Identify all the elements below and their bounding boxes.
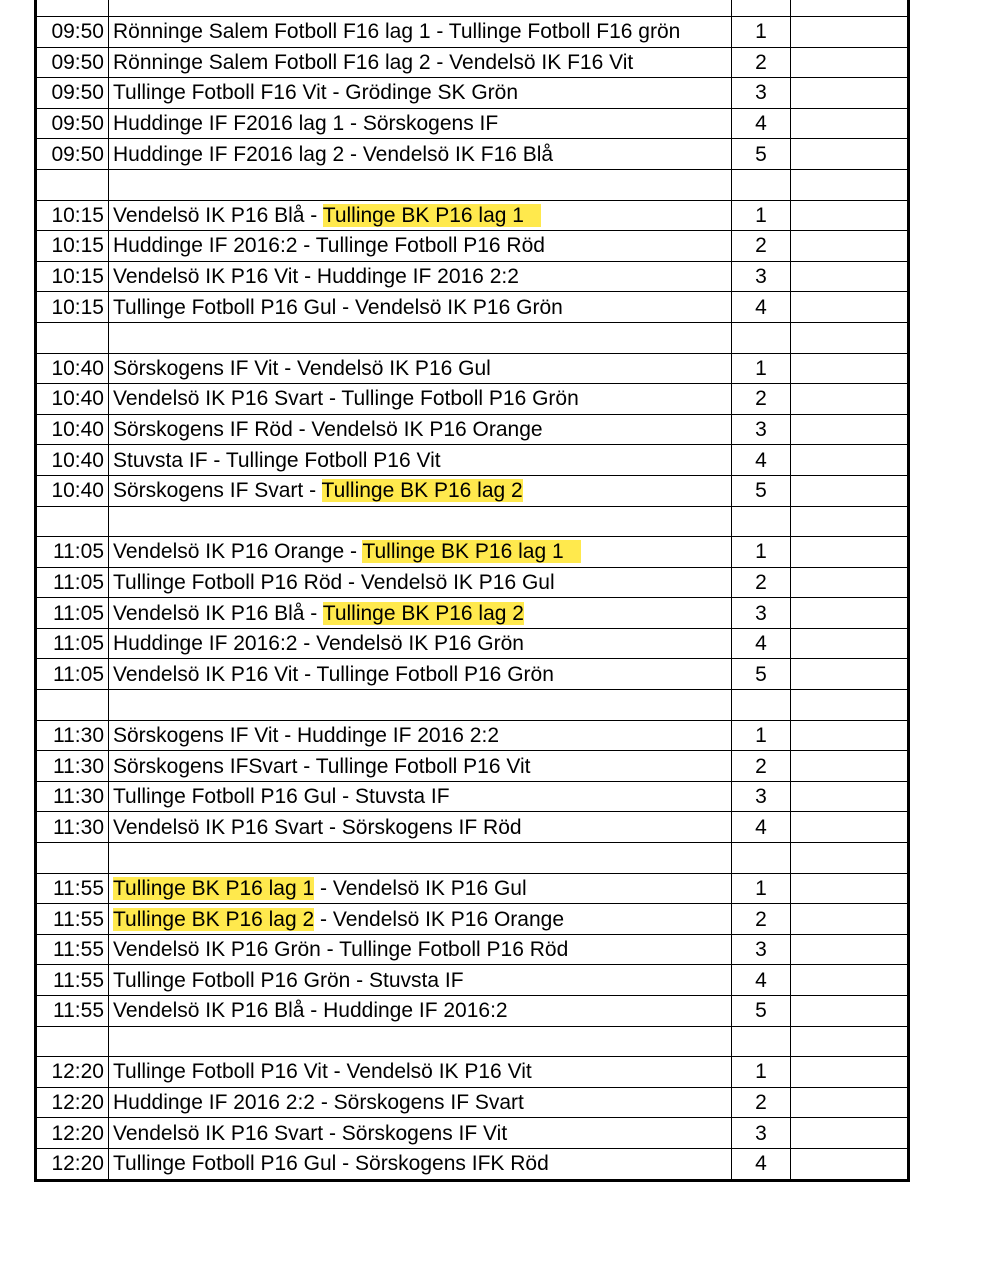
match-cell (109, 720, 732, 751)
spacer-row (36, 843, 909, 874)
match-cell (109, 231, 732, 262)
match-cell (109, 751, 732, 782)
field-number-cell: 5 (732, 659, 791, 690)
match-cell (109, 628, 732, 659)
match-text: Vendelsö IK P16 Orange - (113, 540, 363, 564)
time-cell: 10:40 (36, 445, 109, 476)
match-cell (109, 843, 732, 874)
match-cell (109, 996, 732, 1027)
empty-cell (791, 690, 909, 721)
match-text: Vendelsö IK P16 Svart - Sörskogens IF Röd (113, 815, 522, 839)
match-cell (109, 690, 732, 721)
empty-cell (791, 720, 909, 751)
field-number-cell: 1 (732, 720, 791, 751)
time-cell: 11:55 (36, 873, 109, 904)
spacer-row (36, 322, 909, 353)
empty-cell (791, 139, 909, 170)
time-cell (36, 169, 109, 200)
field-number-cell: 2 (732, 751, 791, 782)
empty-cell (791, 475, 909, 506)
time-cell: 11:05 (36, 659, 109, 690)
field-number-cell: 2 (732, 904, 791, 935)
time-cell: 10:15 (36, 200, 109, 231)
match-row (36, 1148, 909, 1180)
empty-cell (791, 1026, 909, 1057)
time-cell: 11:30 (36, 720, 109, 751)
empty-cell (791, 292, 909, 323)
field-number-cell: 4 (732, 965, 791, 996)
empty-cell (791, 567, 909, 598)
time-cell: 12:20 (36, 1118, 109, 1149)
match-text: Tullinge Fotboll F16 Vit - Grödinge SK Grön (113, 81, 519, 105)
match-text: Tullinge Fotboll P16 Gul - Vendelsö IK P16 Grön (113, 295, 563, 319)
match-row (36, 414, 909, 445)
match-cell (109, 781, 732, 812)
empty-cell (791, 108, 909, 139)
field-number-cell: 5 (732, 139, 791, 170)
empty-cell (791, 261, 909, 292)
match-text: Vendelsö IK P16 Blå - Huddinge IF 2016:2 (113, 999, 508, 1023)
empty-cell (791, 200, 909, 231)
field-number-cell: 4 (732, 108, 791, 139)
empty-cell (791, 384, 909, 415)
time-cell: 11:30 (36, 812, 109, 843)
empty-cell (791, 47, 909, 78)
match-cell (109, 1087, 732, 1118)
schedule-body (36, 0, 909, 1180)
time-cell: 09:50 (36, 139, 109, 170)
empty-cell (791, 445, 909, 476)
match-row (36, 445, 909, 476)
time-cell: 12:20 (36, 1087, 109, 1118)
match-cell (109, 506, 732, 537)
time-cell (36, 843, 109, 874)
match-text: Sörskogens IF Svart - (113, 479, 322, 503)
match-row (36, 475, 909, 506)
time-cell: 09:50 (36, 78, 109, 109)
empty-cell (791, 1148, 909, 1180)
match-row (36, 873, 909, 904)
match-cell (109, 1026, 732, 1057)
field-number-cell: 4 (732, 445, 791, 476)
match-row (36, 78, 909, 109)
match-row (36, 751, 909, 782)
field-number-cell: 1 (732, 873, 791, 904)
field-number-cell: 4 (732, 292, 791, 323)
time-cell: 11:30 (36, 781, 109, 812)
time-cell (36, 1026, 109, 1057)
empty-cell (791, 506, 909, 537)
match-row (36, 537, 909, 568)
match-cell (109, 567, 732, 598)
match-text: Huddinge IF F2016 lag 2 - Vendelsö IK F16 Blå (113, 142, 554, 166)
field-number-cell: 2 (732, 567, 791, 598)
field-number-cell (732, 843, 791, 874)
empty-cell (791, 843, 909, 874)
match-cell (109, 200, 732, 231)
empty-cell (791, 904, 909, 935)
match-text: Tullinge Fotboll P16 Röd - Vendelsö IK P16 Gul (113, 570, 555, 594)
field-number-cell: 2 (732, 1087, 791, 1118)
empty-cell (791, 231, 909, 262)
highlighted-team: Tullinge BK P16 lag 1 (322, 203, 542, 227)
empty-cell (791, 965, 909, 996)
time-cell: 11:55 (36, 904, 109, 935)
match-row (36, 292, 909, 323)
match-text: Huddinge IF 2016:2 - Vendelsö IK P16 Grön (113, 632, 524, 656)
match-row (36, 598, 909, 629)
extra-cell (791, 0, 909, 17)
field-number-cell: 3 (732, 414, 791, 445)
match-text: Vendelsö IK P16 Vit - Huddinge IF 2016 2:2 (113, 265, 519, 289)
time-cell: 11:55 (36, 965, 109, 996)
time-cell: 10:15 (36, 231, 109, 262)
time-cell: 09:50 (36, 17, 109, 48)
match-text: Vendelsö IK P16 Blå - (113, 601, 323, 625)
field-number-cell (732, 1026, 791, 1057)
match-cell (109, 322, 732, 353)
match-row (36, 47, 909, 78)
field-number-cell (732, 506, 791, 537)
field-number-cell: 3 (732, 261, 791, 292)
field-number-cell: 5 (732, 475, 791, 506)
field-number-cell: 1 (732, 200, 791, 231)
match-cell (109, 873, 732, 904)
empty-cell (791, 322, 909, 353)
field-number-cell: 3 (732, 1118, 791, 1149)
empty-cell (791, 812, 909, 843)
empty-cell (791, 934, 909, 965)
empty-cell (791, 659, 909, 690)
match-text: - Vendelsö IK P16 Gul (314, 876, 527, 900)
field-number-cell: 3 (732, 781, 791, 812)
match-cell (109, 292, 732, 323)
match-row (36, 628, 909, 659)
match-cell (109, 353, 732, 384)
field-number-cell: 3 (732, 598, 791, 629)
field-number-cell: 4 (732, 628, 791, 659)
match-text: Rönninge Salem Fotboll F16 lag 2 - Vendelsö IK F16 Vit (113, 50, 634, 74)
time-cell: 11:05 (36, 567, 109, 598)
highlighted-team: Tullinge BK P16 lag 2 (113, 907, 315, 931)
field-number-cell: 2 (732, 231, 791, 262)
match-cell (109, 598, 732, 629)
spacer-row (36, 1026, 909, 1057)
match-text: Sörskogens IFSvart - Tullinge Fotboll P16 Vit (113, 754, 531, 778)
match-row (36, 996, 909, 1027)
time-cell: 10:40 (36, 475, 109, 506)
empty-cell (791, 1087, 909, 1118)
match-row (36, 720, 909, 751)
match-text: Sörskogens IF Vit - Huddinge IF 2016 2:2 (113, 723, 499, 747)
field-number-cell: 2 (732, 47, 791, 78)
time-cell: 11:55 (36, 996, 109, 1027)
time-cell (36, 506, 109, 537)
match-cell (109, 139, 732, 170)
field-cell (732, 0, 791, 17)
field-number-cell: 1 (732, 537, 791, 568)
time-cell: 11:05 (36, 537, 109, 568)
match-text: Sörskogens IF Röd - Vendelsö IK P16 Orange (113, 418, 543, 442)
field-number-cell: 3 (732, 78, 791, 109)
match-cell (109, 261, 732, 292)
empty-cell (791, 598, 909, 629)
match-cell (109, 1118, 732, 1149)
match-row (36, 139, 909, 170)
time-cell (36, 322, 109, 353)
top-partial-row (36, 0, 909, 17)
empty-cell (791, 169, 909, 200)
match-cell (109, 965, 732, 996)
match-row (36, 659, 909, 690)
match-text: - Vendelsö IK P16 Orange (314, 907, 565, 931)
time-cell: 11:05 (36, 598, 109, 629)
time-cell: 11:55 (36, 934, 109, 965)
match-text: Vendelsö IK P16 Svart - Sörskogens IF Vit (113, 1121, 508, 1145)
time-cell: 12:20 (36, 1057, 109, 1088)
empty-cell (791, 353, 909, 384)
match-row (36, 231, 909, 262)
match-row (36, 17, 909, 48)
time-cell: 10:40 (36, 414, 109, 445)
match-row (36, 965, 909, 996)
match-row (36, 1118, 909, 1149)
match-cell (109, 475, 732, 506)
empty-cell (791, 78, 909, 109)
match-cell (109, 17, 732, 48)
match-cell (109, 1057, 732, 1088)
field-number-cell: 3 (732, 934, 791, 965)
match-cell (109, 659, 732, 690)
time-cell: 11:30 (36, 751, 109, 782)
field-number-cell: 1 (732, 17, 791, 48)
match-cell (109, 537, 732, 568)
match-row (36, 812, 909, 843)
field-number-cell (732, 322, 791, 353)
match-cell (109, 108, 732, 139)
field-number-cell (732, 690, 791, 721)
empty-cell (791, 873, 909, 904)
match-text: Vendelsö IK P16 Vit - Tullinge Fotboll P16 Grön (113, 662, 554, 686)
match-cell (109, 934, 732, 965)
match-text: Rönninge Salem Fotboll F16 lag 1 - Tullinge Fotboll F16 grön (113, 20, 681, 44)
match-text: Tullinge Fotboll P16 Grön - Stuvsta IF (113, 968, 464, 992)
empty-cell (791, 17, 909, 48)
time-cell: 09:50 (36, 108, 109, 139)
field-number-cell: 2 (732, 384, 791, 415)
spacer-row (36, 506, 909, 537)
spacer-row (36, 690, 909, 721)
highlighted-team: Tullinge BK P16 lag 2 (321, 479, 523, 503)
field-number-cell: 4 (732, 1148, 791, 1180)
field-number-cell: 1 (732, 1057, 791, 1088)
match-row (36, 781, 909, 812)
match-text: Vendelsö IK P16 Svart - Tullinge Fotboll P16 Grön (113, 387, 579, 411)
match-cell (109, 414, 732, 445)
match-cell (109, 47, 732, 78)
match-cell (109, 0, 732, 17)
match-row (36, 384, 909, 415)
match-text: Tullinge Fotboll P16 Gul - Stuvsta IF (113, 785, 450, 809)
match-text: Sörskogens IF Vit - Vendelsö IK P16 Gul (113, 356, 491, 380)
match-row (36, 904, 909, 935)
match-row (36, 261, 909, 292)
field-number-cell: 4 (732, 812, 791, 843)
highlighted-team: Tullinge BK P16 lag 1 (113, 876, 315, 900)
match-text: Huddinge IF 2016 2:2 - Sörskogens IF Svart (113, 1091, 524, 1115)
time-cell (36, 0, 109, 17)
match-cell (109, 78, 732, 109)
match-text: Vendelsö IK P16 Blå - (113, 203, 323, 227)
empty-cell (791, 996, 909, 1027)
match-cell (109, 169, 732, 200)
match-row (36, 934, 909, 965)
spacer-row (36, 169, 909, 200)
time-cell: 12:20 (36, 1148, 109, 1180)
match-cell (109, 384, 732, 415)
highlighted-team: Tullinge BK P16 lag 1 (362, 540, 582, 564)
match-text: Tullinge Fotboll P16 Gul - Sörskogens IFK Röd (113, 1152, 549, 1176)
match-row (36, 200, 909, 231)
match-cell (109, 445, 732, 476)
empty-cell (791, 628, 909, 659)
match-row (36, 353, 909, 384)
time-cell: 09:50 (36, 47, 109, 78)
match-text: Huddinge IF F2016 lag 1 - Sörskogens IF (113, 112, 499, 136)
empty-cell (791, 1118, 909, 1149)
match-row (36, 1087, 909, 1118)
match-row (36, 108, 909, 139)
time-cell (36, 690, 109, 721)
match-text: Stuvsta IF - Tullinge Fotboll P16 Vit (113, 448, 441, 472)
match-row (36, 567, 909, 598)
field-number-cell (732, 169, 791, 200)
match-text: Vendelsö IK P16 Grön - Tullinge Fotboll P16 Röd (113, 938, 569, 962)
match-row (36, 1057, 909, 1088)
time-cell: 10:40 (36, 384, 109, 415)
highlighted-team: Tullinge BK P16 lag 2 (322, 601, 524, 625)
time-cell: 10:15 (36, 292, 109, 323)
match-cell (109, 812, 732, 843)
empty-cell (791, 781, 909, 812)
match-schedule-table (34, 0, 910, 1182)
match-cell (109, 904, 732, 935)
time-cell: 11:05 (36, 628, 109, 659)
empty-cell (791, 1057, 909, 1088)
match-text: Huddinge IF 2016:2 - Tullinge Fotboll P16 Röd (113, 234, 545, 258)
empty-cell (791, 414, 909, 445)
match-text: Tullinge Fotboll P16 Vit - Vendelsö IK P16 Vit (113, 1060, 532, 1084)
empty-cell (791, 537, 909, 568)
time-cell: 10:40 (36, 353, 109, 384)
field-number-cell: 1 (732, 353, 791, 384)
time-cell: 10:15 (36, 261, 109, 292)
match-cell (109, 1148, 732, 1180)
field-number-cell: 5 (732, 996, 791, 1027)
empty-cell (791, 751, 909, 782)
